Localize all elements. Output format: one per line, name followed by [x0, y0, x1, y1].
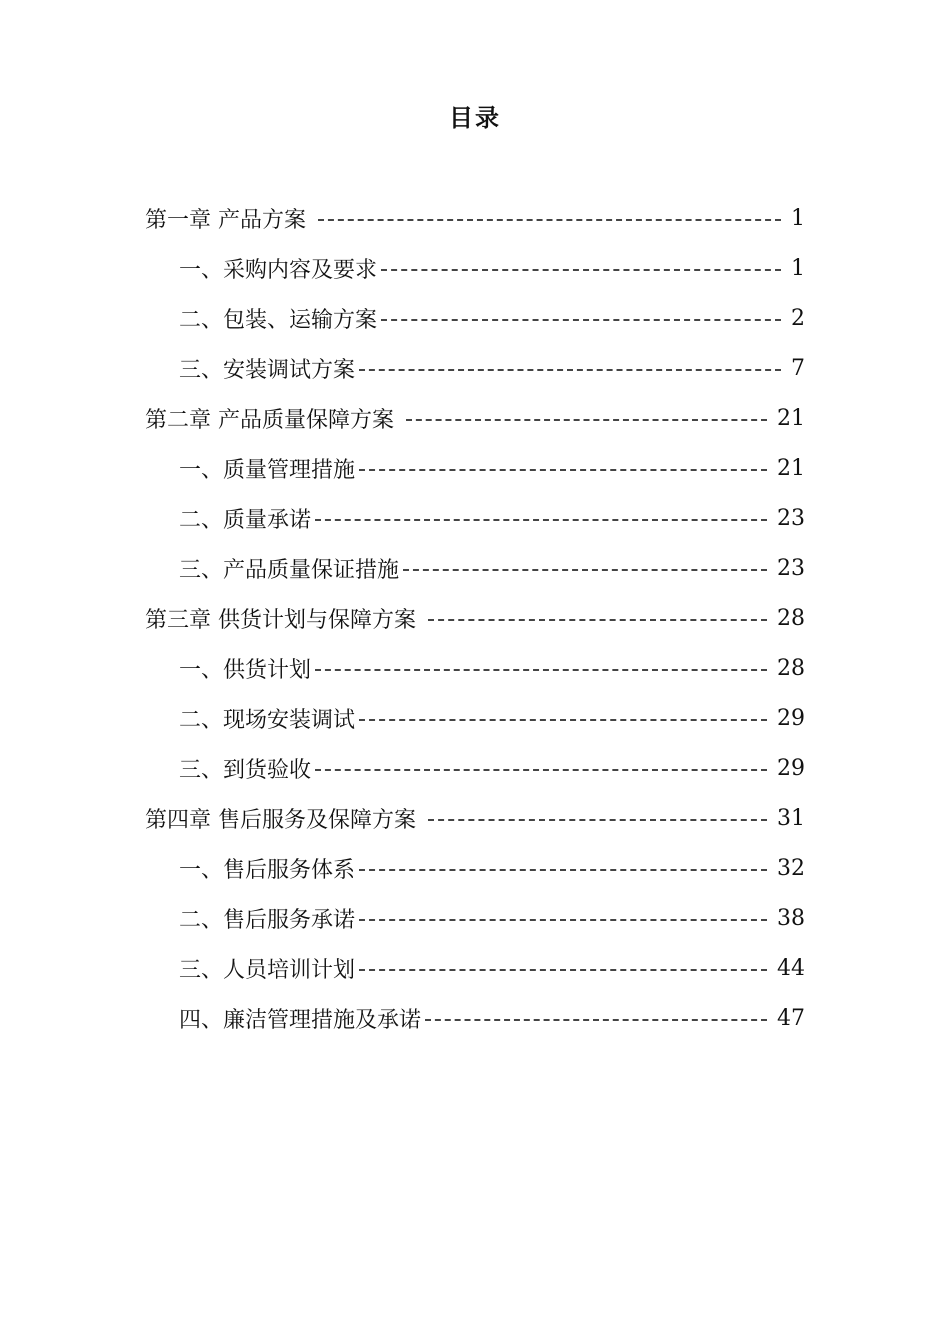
toc-page-number: 1 [791, 255, 805, 281]
toc-section-entry[interactable] [145, 343, 805, 393]
toc-dot-leader [359, 869, 767, 871]
toc-page-number: 1 [791, 205, 805, 231]
toc-dot-leader [428, 819, 767, 821]
toc-page-number: 29 [777, 755, 805, 781]
toc-page-number: 28 [777, 655, 805, 681]
toc-entry-label: 二、售后服务承诺 [179, 907, 356, 933]
toc-chapter-entry[interactable] [145, 593, 805, 643]
toc-entry-label: 第二章 产品质量保障方案 [145, 407, 394, 433]
toc-dot-leader [428, 619, 767, 621]
toc-page-number: 21 [777, 405, 805, 431]
toc-section-entry[interactable] [145, 693, 805, 743]
toc-dot-leader [403, 569, 767, 571]
toc-list [145, 193, 805, 1043]
toc-page-number: 44 [777, 955, 805, 981]
toc-section-entry[interactable] [145, 543, 805, 593]
toc-entry-label: 三、产品质量保证措施 [179, 557, 400, 583]
toc-entry-label: 二、包装、运输方案 [179, 307, 378, 333]
toc-page-number: 23 [777, 555, 805, 581]
toc-section-entry[interactable] [145, 743, 805, 793]
toc-section-entry[interactable] [145, 493, 805, 543]
toc-dot-leader [315, 769, 767, 771]
toc-entry-label: 二、质量承诺 [179, 507, 312, 533]
toc-page-number: 7 [791, 355, 805, 381]
toc-dot-leader [318, 219, 781, 221]
toc-entry-label: 一、质量管理措施 [179, 457, 356, 483]
toc-section-entry[interactable] [145, 643, 805, 693]
toc-entry-label: 四、廉洁管理措施及承诺 [179, 1007, 422, 1033]
toc-section-entry[interactable] [145, 443, 805, 493]
toc-dot-leader [425, 1019, 767, 1021]
toc-section-entry[interactable] [145, 943, 805, 993]
toc-entry-label: 一、售后服务体系 [179, 857, 356, 883]
toc-page-number: 23 [777, 505, 805, 531]
toc-dot-leader [359, 369, 781, 371]
toc-page-number: 21 [777, 455, 805, 481]
toc-entry-label: 三、安装调试方案 [179, 357, 356, 383]
toc-entry-label: 第三章 供货计划与保障方案 [145, 607, 416, 633]
toc-entry-label: 二、现场安装调试 [179, 707, 356, 733]
toc-section-entry[interactable] [145, 293, 805, 343]
toc-chapter-entry[interactable] [145, 793, 805, 843]
toc-section-entry[interactable] [145, 993, 805, 1043]
toc-section-entry[interactable] [145, 843, 805, 893]
toc-dot-leader [315, 669, 767, 671]
toc-page-number: 47 [777, 1005, 805, 1031]
toc-dot-leader [359, 719, 767, 721]
toc-entry-label: 一、采购内容及要求 [179, 257, 378, 283]
toc-dot-leader [359, 469, 767, 471]
toc-entry-label: 三、人员培训计划 [179, 957, 356, 983]
toc-page-number: 32 [777, 855, 805, 881]
toc-section-entry[interactable] [145, 893, 805, 943]
toc-entry-label: 一、供货计划 [179, 657, 312, 683]
toc-chapter-entry[interactable] [145, 193, 805, 243]
toc-entry-label: 第四章 售后服务及保障方案 [145, 807, 416, 833]
toc-title: 目录 [449, 103, 501, 132]
toc-page-number: 31 [777, 805, 805, 831]
toc-page-number: 38 [777, 905, 805, 931]
toc-section-entry[interactable] [145, 243, 805, 293]
toc-dot-leader [359, 969, 767, 971]
toc-dot-leader [381, 269, 781, 271]
toc-dot-leader [381, 319, 781, 321]
toc-dot-leader [406, 419, 767, 421]
toc-page-number: 29 [777, 705, 805, 731]
toc-dot-leader [359, 919, 767, 921]
toc-page-number: 2 [791, 305, 805, 331]
toc-entry-label: 第一章 产品方案 [145, 207, 306, 233]
toc-page-number: 28 [777, 605, 805, 631]
toc-dot-leader [315, 519, 767, 521]
toc-entry-label: 三、到货验收 [179, 757, 312, 783]
toc-chapter-entry[interactable] [145, 393, 805, 443]
